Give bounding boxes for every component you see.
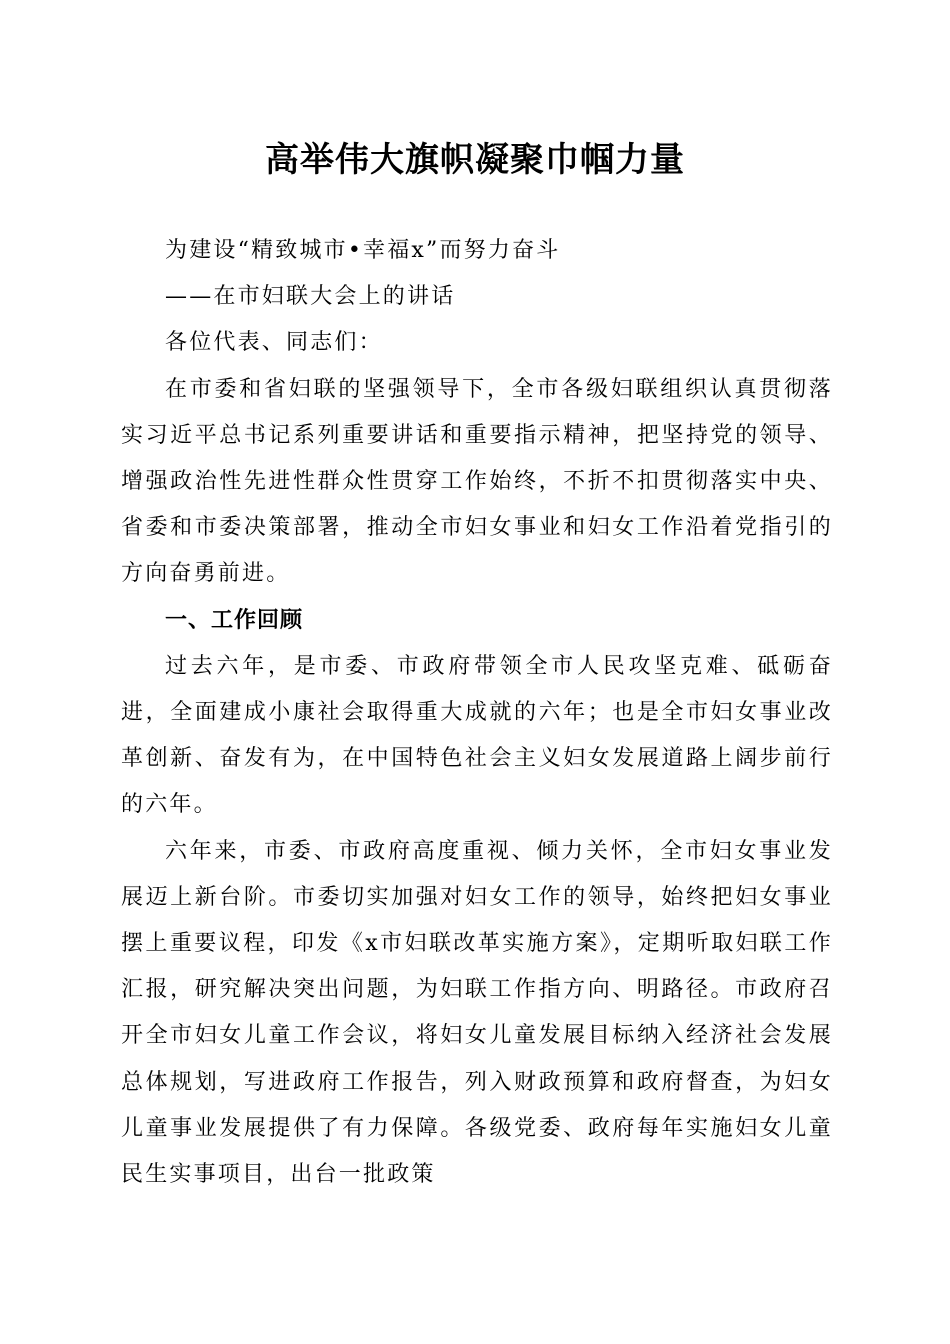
document-title: 高举伟大旗帜凝聚巾帼力量 — [265, 140, 685, 180]
document-subtitle-speech: ——在市妇联大会上的讲话 — [165, 284, 456, 310]
section-heading: 一、工作回顾 — [165, 607, 304, 633]
document-subtitle: 为建设“精致城市•幸福x”而努力奋斗 — [165, 238, 561, 263]
paragraph: 过去六年，是市委、市政府带领全市人民攻坚克难、砥砺奋进，全面建成小康社会取得重大成就的六年；也是全市妇女事业改革创新、奋发有为，在中国特色社会主义妇女发展道路上阔步前行的六年。 — [121, 653, 833, 818]
document-body — [121, 228, 833, 1198]
paragraph: 六年来，市委、市政府高度重视、倾力关怀，全市妇女事业发展迈上新台阶。市委切实加强对妇女工作的领导，始终把妇女事业摆上重要议程，印发《x市妇联改革实施方案》，定期听取妇联工作汇报，研究解决突出问题，为妇联工作指方向、明路径。市政府召开全市妇女儿童工作会议，将妇女儿童发展目标纳入经济社会发展总体规划，写进政府工作报告，列入财政预算和政府督查，为妇女儿童事业发展提供了有力保障。各级党委、政府每年实施妇女儿童民生实事项目，出台一批政策 — [121, 838, 833, 1188]
paragraph: 在市委和省妇联的坚强领导下，全市各级妇联组织认真贯彻落实习近平总书记系列重要讲话和重要指示精神，把坚持党的领导、增强政治性先进性群众性贯穿工作始终，不折不扣贯彻落实中央、省委和市委决策部署，推动全市妇女事业和妇女工作沿着党指引的方向奋勇前进。 — [121, 376, 833, 587]
salutation: 各位代表、同志们： — [165, 330, 383, 356]
